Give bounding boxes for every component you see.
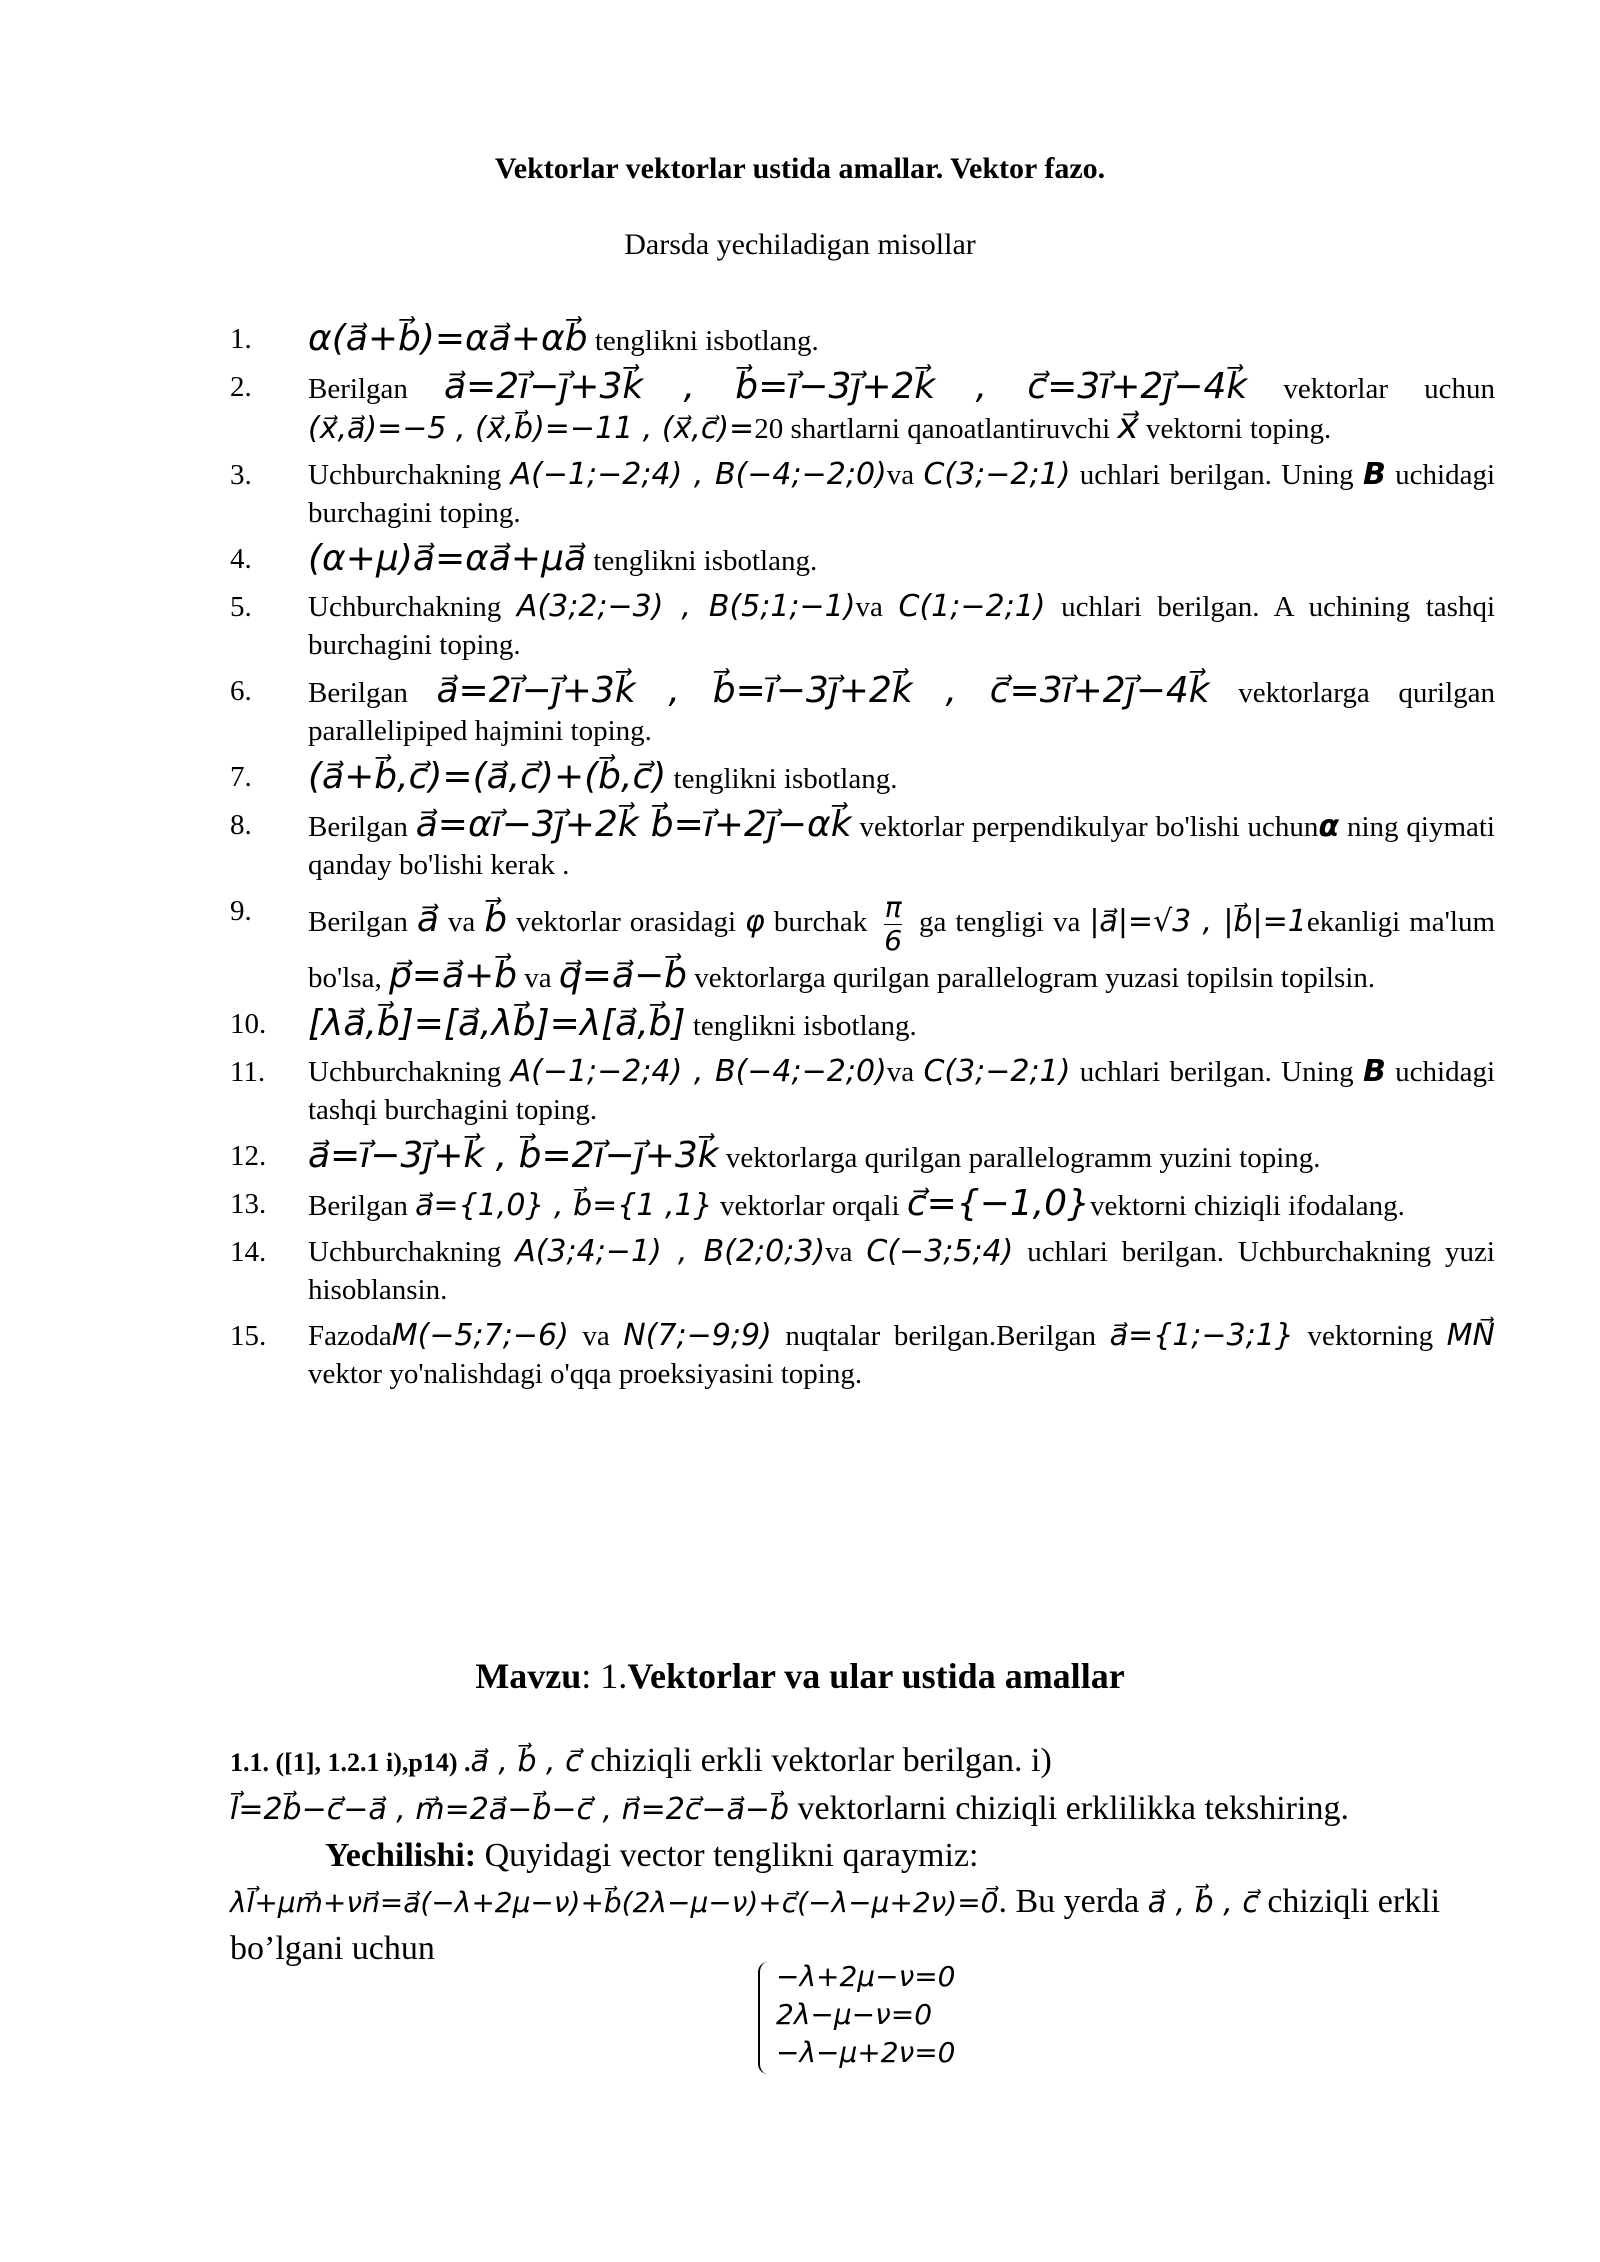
- problem-text: vektorlar uchun: [1247, 373, 1495, 405]
- problem-text: vektorning: [1293, 1320, 1447, 1352]
- problem-item: [230, 672, 1495, 750]
- formula: [λa⃗,b⃗]=[a⃗,λb⃗]=λ[a⃗,b⃗]: [308, 1003, 686, 1044]
- problem-text: Berilgan: [308, 1190, 416, 1222]
- problem-item: [230, 758, 1495, 798]
- problem-text: Uchburchakning: [308, 459, 511, 491]
- formula: C(1;−2;1): [898, 589, 1046, 624]
- formula: x⃗: [1117, 406, 1139, 447]
- problem-text: va: [825, 1236, 867, 1268]
- problem-text: vektorlarga qurilgan parallelogramm yuzini toping.: [718, 1142, 1321, 1174]
- page-subtitle: Darsda yechiladigan misollar: [624, 228, 976, 261]
- formula: a⃗=2i⃗−j⃗+3k⃗ , b⃗=i⃗−3j⃗+2k⃗ , c⃗=3i⃗+2j⃗−4k⃗: [436, 670, 1210, 711]
- formula: A(3;4;−1) , B(2;0;3): [515, 1234, 826, 1269]
- problem-number: 1.: [230, 323, 252, 355]
- problem-text: uchidagi burchagini toping.: [308, 459, 1495, 529]
- problem-text: tenglikni isbotlang.: [666, 763, 898, 795]
- formula: MN⃗: [1446, 1318, 1495, 1353]
- formula: B: [1362, 457, 1386, 492]
- formula: c⃗={−1,0}: [906, 1183, 1090, 1224]
- formula: α: [1318, 809, 1340, 844]
- problem-text: va: [886, 459, 924, 491]
- problem-item: [230, 456, 1495, 532]
- problem-item: [230, 1053, 1495, 1129]
- problem-item: [230, 1233, 1495, 1309]
- problem-item: [230, 368, 1495, 448]
- problem-item: [230, 540, 1495, 580]
- problem-item: [230, 892, 1495, 997]
- formula: a⃗: [416, 899, 439, 941]
- formula: p⃗=a⃗+b⃗: [388, 955, 518, 996]
- problem-number: 3.: [230, 459, 252, 491]
- page-title: Vektorlar vektorlar ustida amallar. Vektor fazo.: [494, 152, 1106, 185]
- formula: λl⃗+μm⃗+νn⃗=a⃗(−λ+2μ−ν)+b⃗(2λ−μ−ν)+c⃗(−λ−μ+2ν)=0⃗: [230, 1886, 999, 1919]
- exercise-line: [230, 1738, 1495, 1786]
- problem-item: [230, 588, 1495, 664]
- problem-text: uchlari berilgan. Uning: [1070, 459, 1363, 491]
- problem-number: 5.: [230, 591, 252, 623]
- formula: φ: [745, 904, 765, 940]
- solution-text: . Bu yerda: [998, 1883, 1148, 1920]
- formula: a⃗ , b⃗ , c⃗: [1147, 1885, 1259, 1920]
- problem-text: vektorlar orasidagi: [507, 906, 746, 939]
- solution-text: chiziqli erkli bo’lgani uchun: [230, 1883, 1441, 1967]
- formula: C(3;−2;1): [923, 1054, 1071, 1089]
- formula: (x⃗,a⃗)=−5 , (x⃗,b⃗)=−11 , (x⃗,c⃗)=: [308, 411, 755, 446]
- topic-label: Mavzu: [475, 1656, 582, 1696]
- problem-text: Uchburchakning: [308, 591, 517, 623]
- problem-text: va: [886, 1056, 924, 1088]
- formula: N(7;−9;9): [623, 1318, 772, 1353]
- problem-number: 10.: [230, 1008, 267, 1040]
- formula: |a⃗|=√3 , |b⃗|=1: [1089, 904, 1307, 940]
- formula: q⃗=a⃗−b⃗: [558, 955, 688, 996]
- problem-text: burchak: [764, 906, 877, 939]
- formula: a⃗={1,0} , b⃗={1 ,1}: [415, 1188, 713, 1223]
- problem-text: Berilgan: [308, 811, 416, 843]
- curly-brace: [758, 1962, 772, 2074]
- formula: a⃗=2i⃗−j⃗+3k⃗ , b⃗=i⃗−3j⃗+2k⃗ , c⃗=3i⃗+2j⃗−4k⃗: [443, 366, 1248, 407]
- problem-list: [230, 320, 1495, 1401]
- problem-text: vektorlarga qurilgan parallelogram yuzasi topilsin topilsin.: [687, 962, 1376, 994]
- exercise-text: vektorlarni chiziqli erklilikka tekshiring.: [789, 1790, 1349, 1827]
- topic-name: Vektorlar va ular ustida amallar: [627, 1656, 1125, 1696]
- equation-system: [758, 1958, 956, 2072]
- problem-item: [230, 1137, 1495, 1177]
- problem-text: ning qiymati qanday bo'lishi kerak .: [308, 811, 1495, 881]
- topic-heading: [0, 1655, 1600, 1697]
- formula: A(3;2;−3) , B(5;1;−1): [516, 589, 856, 624]
- formula: a⃗=αi⃗−3j⃗+2k⃗ b⃗=i⃗+2j⃗−αk⃗: [415, 804, 852, 845]
- equation: −λ−μ+2ν=0: [776, 2036, 956, 2069]
- problem-number: 2.: [230, 371, 252, 403]
- solution-heading: [230, 1833, 1495, 1879]
- fraction-denominator: 6: [884, 924, 903, 957]
- problem-text: uchidagi tashqi burchagini toping.: [308, 1056, 1495, 1126]
- problem-number: 6.: [230, 675, 252, 707]
- formula: M(−5;7;−6): [391, 1318, 569, 1353]
- problem-item: [230, 1185, 1495, 1225]
- problem-text: vektorlar orqali: [712, 1190, 907, 1222]
- problem-number: 12.: [230, 1140, 267, 1172]
- formula: C(−3;5;4): [866, 1234, 1014, 1269]
- formula: (α+μ)a⃗=αa⃗+μa⃗: [308, 538, 587, 579]
- formula: C(3;−2;1): [923, 457, 1071, 492]
- problem-text: tenglikni isbotlang.: [586, 545, 818, 577]
- formula: b⃗: [484, 899, 508, 941]
- problem-number: 4.: [230, 543, 252, 575]
- problem-text: ga tengligi va: [910, 906, 1090, 939]
- problem-text: Berilgan: [308, 906, 417, 939]
- problem-number: 11.: [230, 1056, 266, 1088]
- problem-text: vektorni chiziqli ifodalang.: [1090, 1190, 1405, 1222]
- problem-text: va: [855, 591, 899, 623]
- problem-text: va: [568, 1320, 624, 1352]
- problem-number: 8.: [230, 809, 252, 841]
- fraction: [884, 892, 902, 957]
- formula: A(−1;−2;4) , B(−4;−2;0): [510, 457, 887, 492]
- formula: l⃗=2b⃗−c⃗−a⃗ , m⃗=2a⃗−b⃗−c⃗ , n⃗=2c⃗−a⃗−b⃗: [230, 1792, 790, 1827]
- formula: a⃗=i⃗−3j⃗+k⃗ , b⃗=2i⃗−j⃗+3k⃗: [308, 1135, 719, 1176]
- problem-text: va: [438, 906, 485, 939]
- problem-text: uchlari berilgan. Uning: [1070, 1056, 1363, 1088]
- formula: α(a⃗+b⃗)=αa⃗+αb⃗: [308, 318, 588, 359]
- problem-number: 15.: [230, 1320, 267, 1352]
- problem-number: 7.: [230, 761, 252, 793]
- problem-text: tenglikni isbotlang.: [587, 325, 819, 357]
- problem-text: tenglikni isbotlang.: [685, 1010, 917, 1042]
- problem-number: 13.: [230, 1188, 267, 1220]
- solution-label: Yechilishi:: [325, 1837, 477, 1874]
- formula: B: [1362, 1054, 1386, 1089]
- problem-text: vektor yo'nalishdagi o'qqa proeksiyasini toping.: [308, 1358, 863, 1390]
- problem-text: Berilgan: [308, 373, 444, 405]
- formula: A(−1;−2;4) , B(−4;−2;0): [510, 1054, 887, 1089]
- formula: a⃗ , b⃗ , c⃗: [470, 1744, 582, 1779]
- problem-text: va: [517, 962, 559, 994]
- problem-item: [230, 806, 1495, 884]
- problem-text: vektorni toping.: [1138, 413, 1332, 445]
- problem-item: [230, 1005, 1495, 1045]
- formula: (a⃗+b⃗,c⃗)=(a⃗,c⃗)+(b⃗,c⃗): [308, 756, 667, 797]
- problem-item: [230, 1317, 1495, 1393]
- problem-text: Uchburchakning: [308, 1236, 516, 1268]
- solution-block: [230, 1738, 1495, 1972]
- fraction-numerator: π: [884, 891, 902, 924]
- exercise-text: chiziqli erkli vektorlar berilgan. i): [581, 1742, 1052, 1779]
- problem-text: ekanligi ma'lum bo'lsa,: [308, 906, 1495, 994]
- problem-text: 20 shartlarni qanoatlantiruvchi: [754, 413, 1118, 445]
- exercise-line: [230, 1786, 1495, 1833]
- problem-text: Uchburchakning: [308, 1056, 511, 1088]
- equation: 2λ−μ−ν=0: [776, 1998, 933, 2031]
- problem-number: 14.: [230, 1236, 267, 1268]
- topic-number: : 1.: [581, 1656, 628, 1696]
- problem-text: nuqtalar berilgan.Berilgan: [771, 1320, 1110, 1352]
- problem-text: Fazoda: [308, 1320, 392, 1352]
- problem-text: vektorlar perpendikulyar bo'lishi uchun: [851, 811, 1319, 843]
- exercise-ref: 1.1. ([1], 1.2.1 i),p14) .: [230, 1748, 471, 1777]
- problem-number: 9.: [230, 895, 252, 927]
- solution-text: Quyidagi vector tenglikni qaraymiz:: [476, 1837, 979, 1874]
- problem-text: uchlari berilgan. Uchburchakning yuzi hisoblansin.: [308, 1236, 1495, 1306]
- problem-text: vektorlarga qurilgan parallelipiped hajmini toping.: [308, 677, 1495, 747]
- formula: a⃗={1;−3;1}: [1109, 1318, 1294, 1353]
- problem-item: [230, 320, 1495, 360]
- problem-text: Berilgan: [308, 677, 437, 709]
- equation: −λ+2μ−ν=0: [776, 1960, 956, 1993]
- problem-text: uchlari berilgan. A uchining tashqi burchagini toping.: [308, 591, 1496, 661]
